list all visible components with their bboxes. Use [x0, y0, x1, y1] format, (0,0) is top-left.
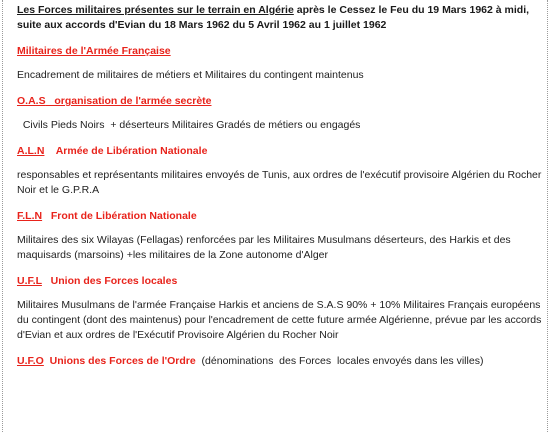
section-title[interactable]: organisation de l'armée secrète — [45, 95, 212, 107]
section-heading-ufl — [17, 274, 545, 288]
section-body-fln: Militaires des six Wilayas (Fellagas) renforcées par les Militaires Musulmans déserteurs, des Harkis et des maquisards (marsoins) +les militaires de la Zone autonome d'Alger — [17, 234, 511, 261]
section-note: (dénominations des Forces locales envoyés dans les villes) — [195, 355, 484, 367]
section-title: Armée de Libération Nationale — [44, 145, 208, 157]
section-body-aln: responsables et représentants militaires envoyés de Tunis, aux ordres de l'exécutif provisoire Algérien du Rocher Noir et le G.P.R.A — [17, 169, 542, 196]
intro-text: après le Cessez le Feu du 19 Mars 1962 à midi, suite aux accords d'Evian du 18 Mars 1962 du 5 Avril 1962 au 1 juillet 1962 — [17, 4, 530, 31]
section-acronym[interactable]: F.L.N — [17, 210, 43, 222]
section-title: Union des Forces locales — [41, 275, 178, 287]
section-acronym[interactable]: U.F.L — [17, 275, 42, 287]
section-heading-aln — [17, 144, 545, 158]
section-heading-ufo — [17, 354, 545, 368]
section-body-armee-francaise: Encadrement de militaires de métiers et Militaires du contingent maintenus — [17, 69, 364, 81]
section-acronym[interactable]: A.L.N — [17, 145, 45, 157]
section-acronym[interactable]: U.F.O — [17, 355, 44, 367]
section-title: Front de Libération Nationale — [42, 210, 197, 222]
section-title[interactable]: Militaires de l'Armée Française — [17, 45, 171, 57]
section-heading-fln — [17, 209, 545, 223]
section-body-ufl: Militaires Musulmans de l'armée Française Harkis et anciens de S.A.S 90% + 10% Militaires Français européens du contingent (dont des maintenus) pour l'encadrement de cette future armée Algérienne, prévue par les accords d'Evian et aux ordres de l'Exécutif Provisoire Algérien du Rocher Noir — [17, 299, 542, 341]
section-title: Unions des Forces de l'Ordre — [43, 355, 196, 367]
section-acronym[interactable]: O.A.S — [17, 95, 46, 107]
section-body-oas: Civils Pieds Noirs + déserteurs Militaires Gradés de métiers ou engagés — [17, 119, 361, 131]
document-content — [17, 3, 545, 368]
intro-link[interactable]: Les Forces militaires présentes sur le terrain en Algérie — [17, 4, 294, 16]
section-heading-oas — [17, 94, 545, 108]
intro-paragraph — [17, 3, 545, 33]
section-heading-armee-francaise — [17, 44, 545, 58]
